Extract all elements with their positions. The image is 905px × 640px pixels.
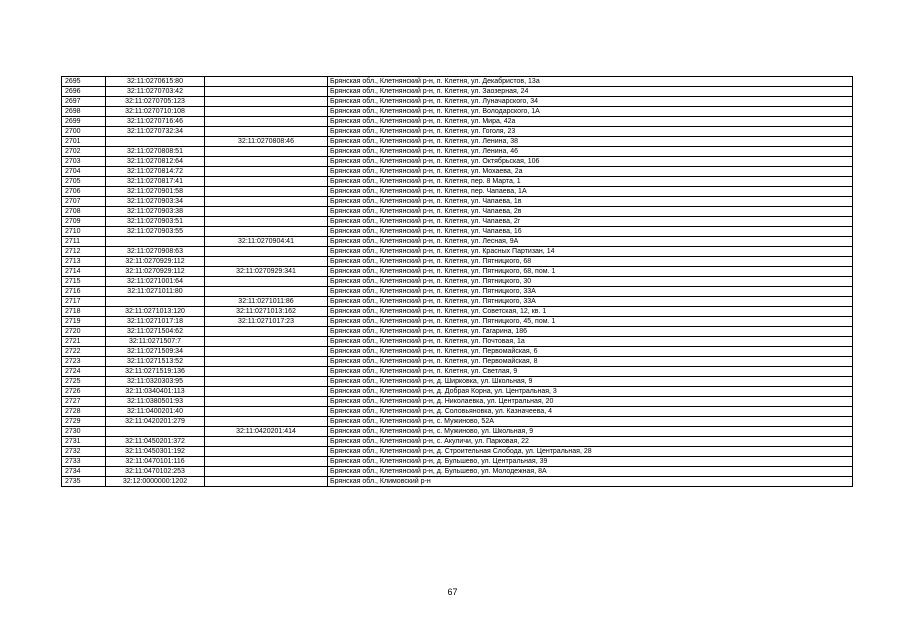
cadastral-number-cell: 32:11:0271011:80 xyxy=(106,287,205,297)
address-cell: Брянская обл., Клетнянский р-н, п. Клетня, ул. Лесная, 9А xyxy=(328,237,853,247)
cadastral-number-cell xyxy=(106,137,205,147)
cadastral-number-cell xyxy=(106,427,205,437)
table-row xyxy=(62,217,853,227)
table-row xyxy=(62,77,853,87)
row-number-cell: 2717 xyxy=(62,297,106,307)
row-number-cell: 2716 xyxy=(62,287,106,297)
cadastral-number-cell: 32:11:0270732:34 xyxy=(106,127,205,137)
table-row xyxy=(62,147,853,157)
table-row xyxy=(62,247,853,257)
address-cell: Брянская обл., Клетнянский р-н, п. Клетня, ул. Пятницкого, 68 xyxy=(328,257,853,267)
cadastral-number-cell: 32:11:0271013:120 xyxy=(106,307,205,317)
row-number-cell: 2728 xyxy=(62,407,106,417)
records-table-body xyxy=(62,77,853,487)
linked-cadastral-number-cell xyxy=(205,197,328,207)
table-row xyxy=(62,97,853,107)
cadastral-number-cell: 32:11:0271017:18 xyxy=(106,317,205,327)
linked-cadastral-number-cell xyxy=(205,407,328,417)
linked-cadastral-number-cell xyxy=(205,227,328,237)
row-number-cell: 2732 xyxy=(62,447,106,457)
cadastral-number-cell: 32:11:0270908:63 xyxy=(106,247,205,257)
cadastral-number-cell: 32:11:0340401:113 xyxy=(106,387,205,397)
address-cell: Брянская обл., Клетнянский р-н, д. Николаевка, ул. Центральная, 20 xyxy=(328,397,853,407)
row-number-cell: 2719 xyxy=(62,317,106,327)
row-number-cell: 2709 xyxy=(62,217,106,227)
table-row xyxy=(62,117,853,127)
address-cell: Брянская обл., Климовский р-н xyxy=(328,477,853,487)
linked-cadastral-number-cell xyxy=(205,177,328,187)
table-row xyxy=(62,237,853,247)
address-cell: Брянская обл., Клетнянский р-н, п. Клетня, ул. Пятницкого, 45, пом. 1 xyxy=(328,317,853,327)
row-number-cell: 2712 xyxy=(62,247,106,257)
row-number-cell: 2723 xyxy=(62,357,106,367)
cadastral-number-cell: 32:11:0271001:64 xyxy=(106,277,205,287)
address-cell: Брянская обл., Клетнянский р-н, п. Клетня, ул. Почтовая, 1а xyxy=(328,337,853,347)
table-row xyxy=(62,267,853,277)
linked-cadastral-number-cell xyxy=(205,447,328,457)
table-row xyxy=(62,387,853,397)
address-cell: Брянская обл., Клетнянский р-н, п. Клетня, ул. Гагарина, 186 xyxy=(328,327,853,337)
table-row xyxy=(62,137,853,147)
table-row xyxy=(62,127,853,137)
linked-cadastral-number-cell xyxy=(205,187,328,197)
table-row xyxy=(62,327,853,337)
address-cell: Брянская обл., Клетнянский р-н, п. Клетня, ул. Советская, 12, кв. 1 xyxy=(328,307,853,317)
table-row xyxy=(62,227,853,237)
address-cell: Брянская обл., Клетнянский р-н, п. Клетня, ул. Пятницкого, 68, пом. 1 xyxy=(328,267,853,277)
linked-cadastral-number-cell xyxy=(205,107,328,117)
cadastral-number-cell: 32:11:0450301:192 xyxy=(106,447,205,457)
cadastral-number-cell: 32:11:0380501:93 xyxy=(106,397,205,407)
address-cell: Брянская обл., Клетнянский р-н, с. Мужиново, 52А xyxy=(328,417,853,427)
row-number-cell: 2725 xyxy=(62,377,106,387)
table-row xyxy=(62,257,853,267)
row-number-cell: 2701 xyxy=(62,137,106,147)
table-row xyxy=(62,317,853,327)
cadastral-number-cell: 32:11:0271513:52 xyxy=(106,357,205,367)
linked-cadastral-number-cell xyxy=(205,257,328,267)
row-number-cell: 2721 xyxy=(62,337,106,347)
address-cell: Брянская обл., Клетнянский р-н, п. Клетня, ул. Пятницкого, 33А xyxy=(328,287,853,297)
row-number-cell: 2706 xyxy=(62,187,106,197)
row-number-cell: 2696 xyxy=(62,87,106,97)
cadastral-number-cell: 32:12:0000000:1202 xyxy=(106,477,205,487)
address-cell: Брянская обл., Клетнянский р-н, д. Строительная Слобода, ул. Центральная, 28 xyxy=(328,447,853,457)
cadastral-number-cell: 32:11:0270615:80 xyxy=(106,77,205,87)
table-row xyxy=(62,277,853,287)
address-cell: Брянская обл., Клетнянский р-н, п. Клетня, ул. Ленина, 38 xyxy=(328,137,853,147)
table-row xyxy=(62,287,853,297)
address-cell: Брянская обл., Клетнянский р-н, п. Клетня, ул. Володарского, 1А xyxy=(328,107,853,117)
cadastral-number-cell: 32:11:0450201:372 xyxy=(106,437,205,447)
row-number-cell: 2714 xyxy=(62,267,106,277)
table-row xyxy=(62,457,853,467)
row-number-cell: 2699 xyxy=(62,117,106,127)
table-row xyxy=(62,177,853,187)
address-cell: Брянская обл., Клетнянский р-н, п. Клетня, ул. Луначарского, 34 xyxy=(328,97,853,107)
address-cell: Брянская обл., Клетнянский р-н, п. Клетня, ул. Пятницкого, 33А xyxy=(328,297,853,307)
cadastral-number-cell: 32:11:0270929:112 xyxy=(106,267,205,277)
address-cell: Брянская обл., Клетнянский р-н, п. Клетня, ул. Первомайская, 6 xyxy=(328,347,853,357)
linked-cadastral-number-cell xyxy=(205,397,328,407)
cadastral-number-cell: 32:11:0400201:40 xyxy=(106,407,205,417)
table-row xyxy=(62,207,853,217)
address-cell: Брянская обл., Клетнянский р-н, п. Клетня, ул. Светлая, 9 xyxy=(328,367,853,377)
linked-cadastral-number-cell xyxy=(205,217,328,227)
cadastral-number-cell: 32:11:0320303:95 xyxy=(106,377,205,387)
linked-cadastral-number-cell xyxy=(205,337,328,347)
row-number-cell: 2697 xyxy=(62,97,106,107)
address-cell: Брянская обл., Клетнянский р-н, п. Клетня, ул. Чапаева, 1в xyxy=(328,197,853,207)
table-row xyxy=(62,107,853,117)
cadastral-number-cell: 32:11:0271509:34 xyxy=(106,347,205,357)
address-cell: Брянская обл., Клетнянский р-н, п. Клетня, ул. Заозерная, 24 xyxy=(328,87,853,97)
linked-cadastral-number-cell: 32:11:0270929:341 xyxy=(205,267,328,277)
cadastral-number-cell: 32:11:0270710:108 xyxy=(106,107,205,117)
address-cell: Брянская обл., Клетнянский р-н, с. Акуличи, ул. Парковая, 22 xyxy=(328,437,853,447)
row-number-cell: 2722 xyxy=(62,347,106,357)
row-number-cell: 2710 xyxy=(62,227,106,237)
linked-cadastral-number-cell xyxy=(205,117,328,127)
page-number: 67 xyxy=(447,587,458,597)
cadastral-number-cell: 32:11:0270903:34 xyxy=(106,197,205,207)
linked-cadastral-number-cell xyxy=(205,467,328,477)
linked-cadastral-number-cell xyxy=(205,437,328,447)
row-number-cell: 2735 xyxy=(62,477,106,487)
row-number-cell: 2704 xyxy=(62,167,106,177)
table-row xyxy=(62,167,853,177)
linked-cadastral-number-cell xyxy=(205,387,328,397)
table-row xyxy=(62,297,853,307)
cadastral-number-cell: 32:11:0270903:55 xyxy=(106,227,205,237)
address-cell: Брянская обл., Клетнянский р-н, п. Клетня, ул. Чапаева, 2в xyxy=(328,207,853,217)
linked-cadastral-number-cell: 32:11:0270808:46 xyxy=(205,137,328,147)
address-cell: Брянская обл., Клетнянский р-н, п. Клетня, пер. 8 Марта, 1 xyxy=(328,177,853,187)
linked-cadastral-number-cell xyxy=(205,147,328,157)
linked-cadastral-number-cell xyxy=(205,207,328,217)
table-row xyxy=(62,367,853,377)
table-row xyxy=(62,407,853,417)
table-row xyxy=(62,197,853,207)
cadastral-number-cell: 32:11:0470102:253 xyxy=(106,467,205,477)
linked-cadastral-number-cell xyxy=(205,347,328,357)
cadastral-number-cell: 32:11:0270703:42 xyxy=(106,87,205,97)
address-cell: Брянская обл., Клетнянский р-н, п. Клетня, ул. Первомайская, 8 xyxy=(328,357,853,367)
row-number-cell: 2698 xyxy=(62,107,106,117)
records-table xyxy=(61,76,853,487)
row-number-cell: 2727 xyxy=(62,397,106,407)
linked-cadastral-number-cell: 32:11:0270904:41 xyxy=(205,237,328,247)
address-cell: Брянская обл., Клетнянский р-н, п. Клетня, ул. Мира, 42а xyxy=(328,117,853,127)
linked-cadastral-number-cell xyxy=(205,97,328,107)
cadastral-number-cell xyxy=(106,237,205,247)
linked-cadastral-number-cell xyxy=(205,287,328,297)
address-cell: Брянская обл., Клетнянский р-н, д. Соловьяновка, ул. Казначеева, 4 xyxy=(328,407,853,417)
table-row xyxy=(62,187,853,197)
linked-cadastral-number-cell xyxy=(205,357,328,367)
cadastral-number-cell: 32:11:0270817:41 xyxy=(106,177,205,187)
cadastral-number-cell: 32:11:0270903:38 xyxy=(106,207,205,217)
row-number-cell: 2713 xyxy=(62,257,106,267)
row-number-cell: 2715 xyxy=(62,277,106,287)
address-cell: Брянская обл., Клетнянский р-н, п. Клетня, ул. Ленина, 46 xyxy=(328,147,853,157)
address-cell: Брянская обл., Клетнянский р-н, д. Бульшево, ул. Центральная, 39 xyxy=(328,457,853,467)
row-number-cell: 2708 xyxy=(62,207,106,217)
cadastral-number-cell: 32:11:0270814:72 xyxy=(106,167,205,177)
cadastral-number-cell: 32:11:0270716:46 xyxy=(106,117,205,127)
row-number-cell: 2726 xyxy=(62,387,106,397)
row-number-cell: 2729 xyxy=(62,417,106,427)
linked-cadastral-number-cell xyxy=(205,157,328,167)
address-cell: Брянская обл., Клетнянский р-н, п. Клетня, ул. Мохаева, 2а xyxy=(328,167,853,177)
table-row xyxy=(62,477,853,487)
table-row xyxy=(62,437,853,447)
address-cell: Брянская обл., Клетнянский р-н, д. Ширковка, ул. Школьная, 9 xyxy=(328,377,853,387)
row-number-cell: 2700 xyxy=(62,127,106,137)
cadastral-number-cell: 32:11:0470101:116 xyxy=(106,457,205,467)
linked-cadastral-number-cell xyxy=(205,367,328,377)
cadastral-number-cell: 32:11:0270705:123 xyxy=(106,97,205,107)
table-row xyxy=(62,467,853,477)
cadastral-number-cell: 32:11:0271519:136 xyxy=(106,367,205,377)
linked-cadastral-number-cell: 32:11:0271017:23 xyxy=(205,317,328,327)
linked-cadastral-number-cell xyxy=(205,277,328,287)
linked-cadastral-number-cell xyxy=(205,247,328,257)
linked-cadastral-number-cell xyxy=(205,167,328,177)
address-cell: Брянская обл., Клетнянский р-н, п. Клетня, ул. Чапаева, 16 xyxy=(328,227,853,237)
cadastral-number-cell: 32:11:0270903:51 xyxy=(106,217,205,227)
linked-cadastral-number-cell: 32:11:0420201:414 xyxy=(205,427,328,437)
cadastral-number-cell: 32:11:0270901:58 xyxy=(106,187,205,197)
linked-cadastral-number-cell: 32:11:0271011:86 xyxy=(205,297,328,307)
cadastral-number-cell: 32:11:0420201:279 xyxy=(106,417,205,427)
row-number-cell: 2718 xyxy=(62,307,106,317)
row-number-cell: 2734 xyxy=(62,467,106,477)
linked-cadastral-number-cell: 32:11:0271013:162 xyxy=(205,307,328,317)
table-row xyxy=(62,157,853,167)
linked-cadastral-number-cell xyxy=(205,77,328,87)
table-row xyxy=(62,427,853,437)
address-cell: Брянская обл., Клетнянский р-н, п. Клетня, ул. Декабристов, 13а xyxy=(328,77,853,87)
linked-cadastral-number-cell xyxy=(205,457,328,467)
table-row xyxy=(62,357,853,367)
linked-cadastral-number-cell xyxy=(205,417,328,427)
linked-cadastral-number-cell xyxy=(205,127,328,137)
cadastral-number-cell: 32:11:0271504:62 xyxy=(106,327,205,337)
table-row xyxy=(62,307,853,317)
row-number-cell: 2724 xyxy=(62,367,106,377)
address-cell: Брянская обл., Клетнянский р-н, п. Клетня, ул. Гоголя, 23 xyxy=(328,127,853,137)
table-row xyxy=(62,337,853,347)
row-number-cell: 2731 xyxy=(62,437,106,447)
row-number-cell: 2720 xyxy=(62,327,106,337)
address-cell: Брянская обл., Клетнянский р-н, п. Клетня, пер. Чапаева, 1А xyxy=(328,187,853,197)
row-number-cell: 2705 xyxy=(62,177,106,187)
row-number-cell: 2733 xyxy=(62,457,106,467)
row-number-cell: 2711 xyxy=(62,237,106,247)
row-number-cell: 2695 xyxy=(62,77,106,87)
row-number-cell: 2730 xyxy=(62,427,106,437)
table-row xyxy=(62,347,853,357)
table-row xyxy=(62,87,853,97)
address-cell: Брянская обл., Клетнянский р-н, п. Клетня, ул. Пятницкого, 30 xyxy=(328,277,853,287)
table-row xyxy=(62,447,853,457)
address-cell: Брянская обл., Клетнянский р-н, п. Клетня, ул. Октябрьская, 106 xyxy=(328,157,853,167)
cadastral-number-cell: 32:11:0270808:51 xyxy=(106,147,205,157)
table-row xyxy=(62,377,853,387)
row-number-cell: 2702 xyxy=(62,147,106,157)
table-row xyxy=(62,417,853,427)
linked-cadastral-number-cell xyxy=(205,377,328,387)
address-cell: Брянская обл., Клетнянский р-н, с. Мужиново, ул. Школьная, 9 xyxy=(328,427,853,437)
address-cell: Брянская обл., Клетнянский р-н, п. Клетня, ул. Красных Партизан, 14 xyxy=(328,247,853,257)
address-cell: Брянская обл., Клетнянский р-н, д. Добрая Корна, ул. Центральная, 3 xyxy=(328,387,853,397)
cadastral-number-cell: 32:11:0270812:64 xyxy=(106,157,205,167)
cadastral-number-cell: 32:11:0270929:112 xyxy=(106,257,205,267)
linked-cadastral-number-cell xyxy=(205,327,328,337)
address-cell: Брянская обл., Клетнянский р-н, п. Клетня, ул. Чапаева, 2г xyxy=(328,217,853,227)
table-row xyxy=(62,397,853,407)
row-number-cell: 2703 xyxy=(62,157,106,167)
address-cell: Брянская обл., Клетнянский р-н, д. Бульшево, ул. Молодежная, 8А xyxy=(328,467,853,477)
cadastral-number-cell xyxy=(106,297,205,307)
cadastral-number-cell: 32:11:0271507:7 xyxy=(106,337,205,347)
row-number-cell: 2707 xyxy=(62,197,106,207)
linked-cadastral-number-cell xyxy=(205,87,328,97)
linked-cadastral-number-cell xyxy=(205,477,328,487)
